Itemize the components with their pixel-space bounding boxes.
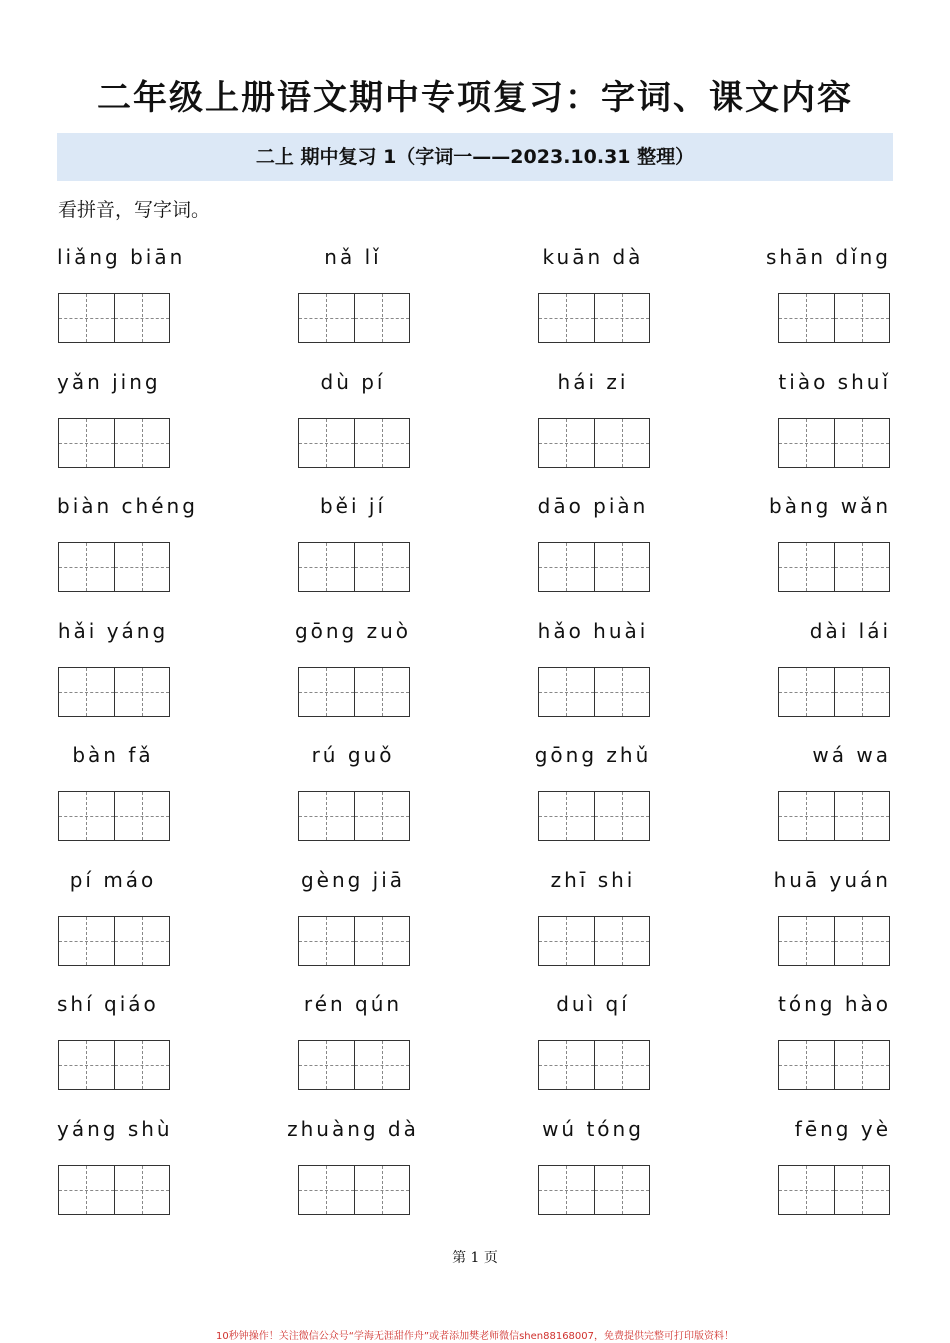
exercise-item [769, 494, 947, 604]
exercise-item [777, 370, 947, 480]
exercise-item [534, 743, 707, 853]
exercise-item [57, 1117, 227, 1227]
tianzige-box[interactable] [594, 792, 649, 840]
exercise-item [777, 1117, 947, 1227]
tianzige-box[interactable] [114, 419, 169, 467]
writing-boxes[interactable] [778, 1040, 890, 1090]
tianzige-box[interactable] [779, 1166, 834, 1214]
pinyin-label: hǎi yáng [57, 618, 169, 643]
exercise-item [57, 245, 227, 355]
exercise-item [537, 619, 707, 729]
exercise-item [294, 618, 467, 729]
writing-boxes[interactable] [778, 542, 890, 592]
writing-boxes[interactable] [538, 1040, 650, 1090]
tianzige-box[interactable] [834, 668, 889, 716]
tianzige-box[interactable] [539, 1041, 594, 1089]
tianzige-box[interactable] [299, 668, 354, 716]
tianzige-box[interactable] [354, 917, 409, 965]
tianzige-box[interactable] [594, 1041, 649, 1089]
writing-boxes[interactable] [298, 418, 410, 468]
pinyin-label: hǎo huài [537, 618, 649, 643]
writing-boxes[interactable] [58, 667, 170, 717]
exercise-row [0, 868, 950, 978]
tianzige-box[interactable] [834, 1166, 889, 1214]
tianzige-box[interactable] [299, 792, 354, 840]
tianzige-box[interactable] [539, 917, 594, 965]
writing-boxes[interactable] [778, 293, 890, 343]
exercise-item [297, 868, 467, 978]
tianzige-box[interactable] [59, 917, 114, 965]
tianzige-box[interactable] [59, 792, 114, 840]
pinyin-label: huā yuán [773, 867, 891, 892]
tianzige-box[interactable] [354, 668, 409, 716]
pinyin-label: běi jí [319, 494, 387, 518]
exercise-item [537, 370, 707, 480]
exercise-row [0, 245, 950, 355]
writing-boxes[interactable] [58, 418, 170, 468]
exercise-item [773, 867, 947, 978]
pinyin-label: kuān dà [542, 245, 644, 269]
writing-boxes[interactable] [58, 1040, 170, 1090]
tianzige-box[interactable] [834, 419, 889, 467]
tianzige-box[interactable] [354, 294, 409, 342]
exercise-row [0, 494, 950, 604]
writing-boxes[interactable] [538, 1165, 650, 1215]
tianzige-box[interactable] [539, 792, 594, 840]
writing-boxes[interactable] [778, 1165, 890, 1215]
tianzige-box[interactable] [594, 668, 649, 716]
tianzige-box[interactable] [354, 419, 409, 467]
pinyin-label: hái zi [557, 369, 629, 394]
writing-boxes[interactable] [538, 418, 650, 468]
tianzige-box[interactable] [539, 668, 594, 716]
exercise-item [777, 992, 947, 1102]
tianzige-box[interactable] [299, 1041, 354, 1089]
exercise-item [57, 743, 227, 853]
tianzige-box[interactable] [299, 543, 354, 591]
tianzige-box[interactable] [114, 917, 169, 965]
writing-boxes[interactable] [778, 667, 890, 717]
tianzige-box[interactable] [779, 294, 834, 342]
exercise-row [0, 992, 950, 1102]
writing-boxes[interactable] [538, 667, 650, 717]
exercise-item [297, 494, 467, 604]
writing-boxes[interactable] [298, 916, 410, 966]
tianzige-box[interactable] [59, 1041, 114, 1089]
pinyin-label: gōng zuò [294, 618, 412, 643]
writing-boxes[interactable] [298, 542, 410, 592]
pinyin-label: shí qiáo [57, 992, 159, 1016]
tianzige-box[interactable] [779, 419, 834, 467]
exercise-row [0, 619, 950, 729]
tianzige-box[interactable] [594, 1166, 649, 1214]
tianzige-box[interactable] [59, 668, 114, 716]
tianzige-box[interactable] [354, 1041, 409, 1089]
tianzige-box[interactable] [299, 917, 354, 965]
pinyin-label: gōng zhǔ [534, 743, 652, 767]
pinyin-label: liǎng biān [57, 245, 186, 269]
tianzige-box[interactable] [834, 294, 889, 342]
tianzige-box[interactable] [834, 1041, 889, 1089]
tianzige-box[interactable] [114, 543, 169, 591]
pinyin-label: rén qún [303, 992, 403, 1016]
exercise-item [57, 868, 227, 978]
exercise-row [0, 743, 950, 853]
pinyin-label: dù pí [320, 369, 386, 394]
tianzige-box[interactable] [354, 792, 409, 840]
exercise-item [297, 992, 467, 1102]
pinyin-label: wá wa [812, 743, 891, 767]
pinyin-label: gèng jiā [300, 867, 406, 892]
tianzige-box[interactable] [114, 1041, 169, 1089]
tianzige-box[interactable] [114, 294, 169, 342]
exercise-item [297, 245, 467, 355]
tianzige-box[interactable] [114, 1166, 169, 1214]
writing-boxes[interactable] [58, 1165, 170, 1215]
exercise-item [287, 1116, 467, 1227]
exercise-item [537, 992, 707, 1102]
exercise-item [57, 619, 227, 729]
pinyin-label: tóng hào [778, 992, 891, 1016]
writing-boxes[interactable] [538, 542, 650, 592]
tianzige-box[interactable] [539, 419, 594, 467]
tianzige-box[interactable] [59, 419, 114, 467]
exercise-item [57, 494, 227, 604]
tianzige-box[interactable] [834, 543, 889, 591]
pinyin-label: bàn fǎ [72, 743, 154, 767]
pinyin-label: bàng wǎn [769, 494, 891, 518]
tianzige-box[interactable] [59, 294, 114, 342]
footer-note: 10秒钟操作！关注微信公众号“学海无涯甜作舟”或者添加樊老师微信shen88168007，免费提供完整可打印版资料！ [215, 1331, 735, 1342]
exercise-row [0, 1117, 950, 1227]
pinyin-label: zhuàng dà [287, 1116, 419, 1141]
section-banner: 二上 期中复习 1（字词一——2023.10.31 整理） [57, 133, 893, 181]
tianzige-box[interactable] [114, 792, 169, 840]
exercise-item [777, 743, 947, 853]
tianzige-box[interactable] [594, 917, 649, 965]
writing-boxes[interactable] [58, 293, 170, 343]
exercise-item [57, 992, 227, 1102]
writing-boxes[interactable] [298, 1165, 410, 1215]
exercise-item [537, 494, 707, 604]
tianzige-box[interactable] [539, 1166, 594, 1214]
writing-boxes[interactable] [538, 916, 650, 966]
writing-boxes[interactable] [778, 916, 890, 966]
writing-boxes[interactable] [58, 791, 170, 841]
tianzige-box[interactable] [539, 543, 594, 591]
exercise-item [765, 245, 947, 355]
tianzige-box[interactable] [299, 419, 354, 467]
tianzige-box[interactable] [779, 1041, 834, 1089]
pinyin-label: pí máo [69, 867, 157, 892]
writing-boxes[interactable] [298, 1040, 410, 1090]
pinyin-label: yǎn jing [57, 369, 161, 394]
page-title: 二年级上册语文期中专项复习：字词、课文内容 [97, 78, 853, 118]
pinyin-label: fēng yè [794, 1116, 891, 1141]
writing-boxes[interactable] [538, 293, 650, 343]
writing-boxes[interactable] [298, 791, 410, 841]
pinyin-label: yáng shù [57, 1116, 173, 1141]
exercise-item [537, 868, 707, 978]
tianzige-box[interactable] [299, 1166, 354, 1214]
tianzige-box[interactable] [299, 294, 354, 342]
tianzige-box[interactable] [779, 668, 834, 716]
pinyin-label: dài lái [809, 618, 891, 643]
pinyin-label: shān dǐng [765, 245, 891, 269]
exercise-item [537, 1117, 707, 1227]
page-number: 第 1 页 [452, 1250, 498, 1266]
tianzige-box[interactable] [779, 917, 834, 965]
tianzige-box[interactable] [354, 1166, 409, 1214]
tianzige-box[interactable] [834, 792, 889, 840]
exercise-item [297, 743, 467, 853]
tianzige-box[interactable] [779, 792, 834, 840]
exercise-item [297, 370, 467, 480]
pinyin-label: zhī shi [550, 867, 636, 892]
tianzige-box[interactable] [59, 1166, 114, 1214]
pinyin-label: dāo piàn [537, 494, 649, 518]
writing-boxes[interactable] [778, 791, 890, 841]
tianzige-box[interactable] [594, 294, 649, 342]
tianzige-box[interactable] [59, 543, 114, 591]
exercise-item [57, 370, 227, 480]
instruction-text: 看拼音，写字词。 [58, 199, 211, 221]
exercise-item [777, 619, 947, 729]
tianzige-box[interactable] [539, 294, 594, 342]
pinyin-label: nǎ lǐ [324, 245, 382, 269]
writing-boxes[interactable] [298, 293, 410, 343]
writing-boxes[interactable] [538, 791, 650, 841]
writing-boxes[interactable] [778, 418, 890, 468]
exercise-row [0, 370, 950, 480]
tianzige-box[interactable] [114, 668, 169, 716]
writing-boxes[interactable] [58, 916, 170, 966]
tianzige-box[interactable] [834, 917, 889, 965]
tianzige-box[interactable] [594, 419, 649, 467]
writing-boxes[interactable] [298, 667, 410, 717]
tianzige-box[interactable] [779, 543, 834, 591]
writing-boxes[interactable] [58, 542, 170, 592]
tianzige-box[interactable] [594, 543, 649, 591]
pinyin-label: duì qí [556, 992, 630, 1016]
pinyin-label: tiào shuǐ [778, 369, 891, 394]
tianzige-box[interactable] [354, 543, 409, 591]
pinyin-label: rú guǒ [311, 743, 395, 767]
pinyin-label: biàn chéng [57, 494, 198, 518]
exercise-item [537, 245, 707, 355]
pinyin-label: wú tóng [542, 1116, 644, 1141]
